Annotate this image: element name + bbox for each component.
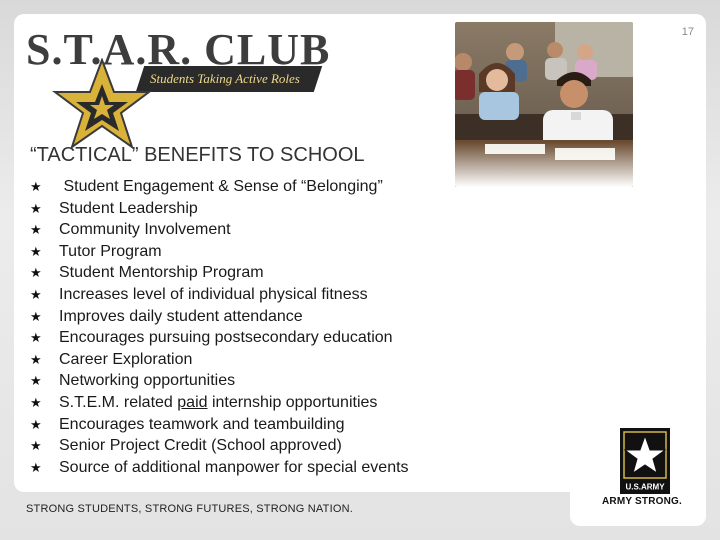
list-item: ★ Improves daily student attendance: [30, 306, 409, 328]
star-bullet-icon: ★: [30, 308, 42, 324]
star-club-logo: [22, 24, 331, 154]
list-item: ★ Tutor Program: [30, 241, 409, 263]
classroom-photo: [455, 22, 633, 187]
logo-title: S.T.A.R. CLUB: [26, 25, 331, 74]
star-bullet-icon: ★: [30, 438, 42, 454]
star-bullet-icon: ★: [30, 265, 42, 281]
list-item: ★ Increases level of individual physical fitness: [30, 284, 409, 306]
star-bullet-icon: ★: [30, 330, 42, 346]
underlined-word: paid: [177, 393, 208, 411]
list-item: ★ Networking opportunities: [30, 370, 409, 392]
logo-tagline: Students Taking Active Roles: [136, 66, 322, 92]
list-item: ★ Career Exploration: [30, 349, 409, 371]
star-bullet-icon: ★: [30, 351, 42, 367]
list-item: ★ Encourages teamwork and teambuilding: [30, 414, 409, 436]
list-item: ★ S.T.E.M. related paid internship opportunities: [30, 392, 409, 414]
section-heading: “TACTICAL” BENEFITS TO SCHOOL: [30, 144, 365, 166]
list-item: ★ Source of additional manpower for special events: [30, 457, 409, 479]
star-bullet-icon: ★: [30, 286, 42, 302]
list-item: ★ Community Involvement: [30, 219, 409, 241]
army-badge-text: U.S.ARMY: [625, 482, 665, 492]
star-bullet-icon: ★: [30, 394, 42, 410]
star-bullet-icon: ★: [30, 373, 42, 389]
footer-slogan: STRONG STUDENTS, STRONG FUTURES, STRONG NATION.: [26, 503, 353, 515]
star-bullet-icon: ★: [30, 459, 42, 475]
star-bullet-icon: ★: [30, 200, 42, 216]
army-strong-slogan: ARMY STRONG.: [602, 496, 682, 507]
list-item: ★ Student Engagement & Sense of “Belonging”: [30, 176, 409, 198]
list-item: ★ Student Mentorship Program: [30, 262, 409, 284]
list-item: ★ Student Leadership: [30, 198, 409, 220]
page-number: 17: [681, 26, 694, 38]
star-bullet-icon: ★: [30, 179, 42, 194]
star-bullet-icon: ★: [30, 243, 42, 259]
list-item: ★ Encourages pursuing postsecondary education: [30, 327, 409, 349]
benefits-list: [30, 176, 409, 478]
list-item: ★ Senior Project Credit (School approved): [30, 435, 409, 457]
star-bullet-icon: ★: [30, 416, 42, 432]
star-bullet-icon: ★: [30, 222, 42, 238]
